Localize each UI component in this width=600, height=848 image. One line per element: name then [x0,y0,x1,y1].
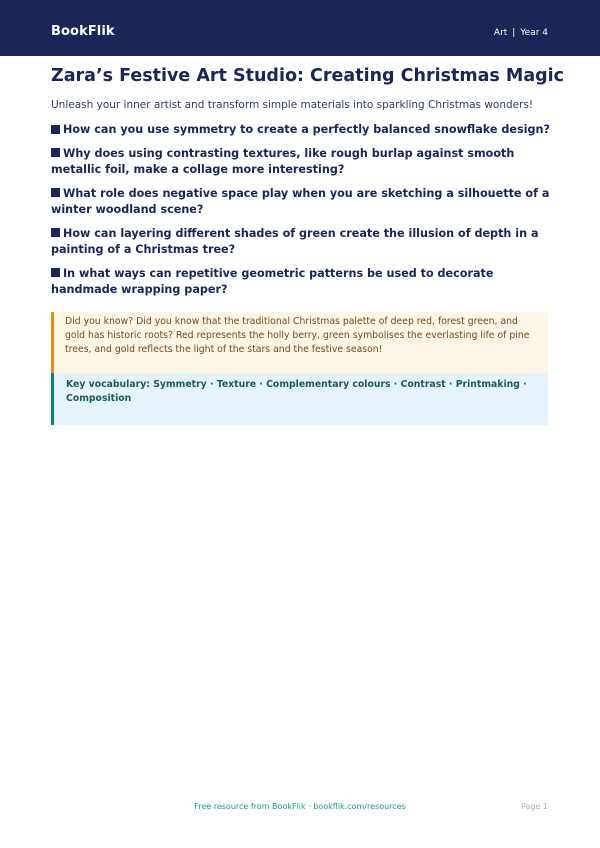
page-title: Zara’s Festive Art Studio: Creating Christmas Magic [51,66,565,86]
question-text: How can layering different shades of green create the illusion of depth in a painting of a Christmas tree? [51,226,539,256]
question-item [51,226,551,259]
question-list [51,122,551,306]
vocabulary-text: Key vocabulary: Symmetry · Texture · Complementary colours · Contrast · Printmaking · Composition [66,379,527,404]
square-bullet-icon [51,148,60,157]
question-item [51,186,551,219]
question-item [51,122,551,139]
fact-text: Did you know? Did you know that the traditional Christmas palette of deep red, forest green, and gold has historic roots? Red represents the holly berry, green symbolises the everlasting life of pine trees, and gold reflects the light of the stars and the festive season! [65,316,530,355]
square-bullet-icon [51,125,60,134]
footer-resource-link[interactable]: Free resource from BookFlik · bookflik.com/resources [194,802,406,811]
did-you-know-callout [51,312,548,373]
page-subtitle: Unleash your inner artist and transform simple materials into sparkling Christmas wonders! [51,99,534,111]
square-bullet-icon [51,188,60,197]
square-bullet-icon [51,268,60,277]
header-separator: | [512,28,516,38]
year-label: Year 4 [520,28,548,38]
question-text: What role does negative space play when you are sketching a silhouette of a winter woodland scene? [51,186,550,216]
subject-label: Art [493,28,508,38]
question-text: In what ways can repetitive geometric patterns be used to decorate handmade wrapping paper? [51,266,494,296]
question-text: Why does using contrasting textures, like rough burlap against smooth metallic foil, make a collage more interesting? [51,146,515,176]
header-bar [0,0,600,56]
brand-logo[interactable]: BookFlik [51,24,115,39]
question-text: How can you use symmetry to create a perfectly balanced snowflake design? [63,123,550,136]
page-number: Page 1 [521,802,548,811]
question-item [51,266,551,299]
header-meta [494,28,548,38]
vocabulary-callout [51,373,548,425]
square-bullet-icon [51,228,60,237]
question-item [51,146,551,179]
